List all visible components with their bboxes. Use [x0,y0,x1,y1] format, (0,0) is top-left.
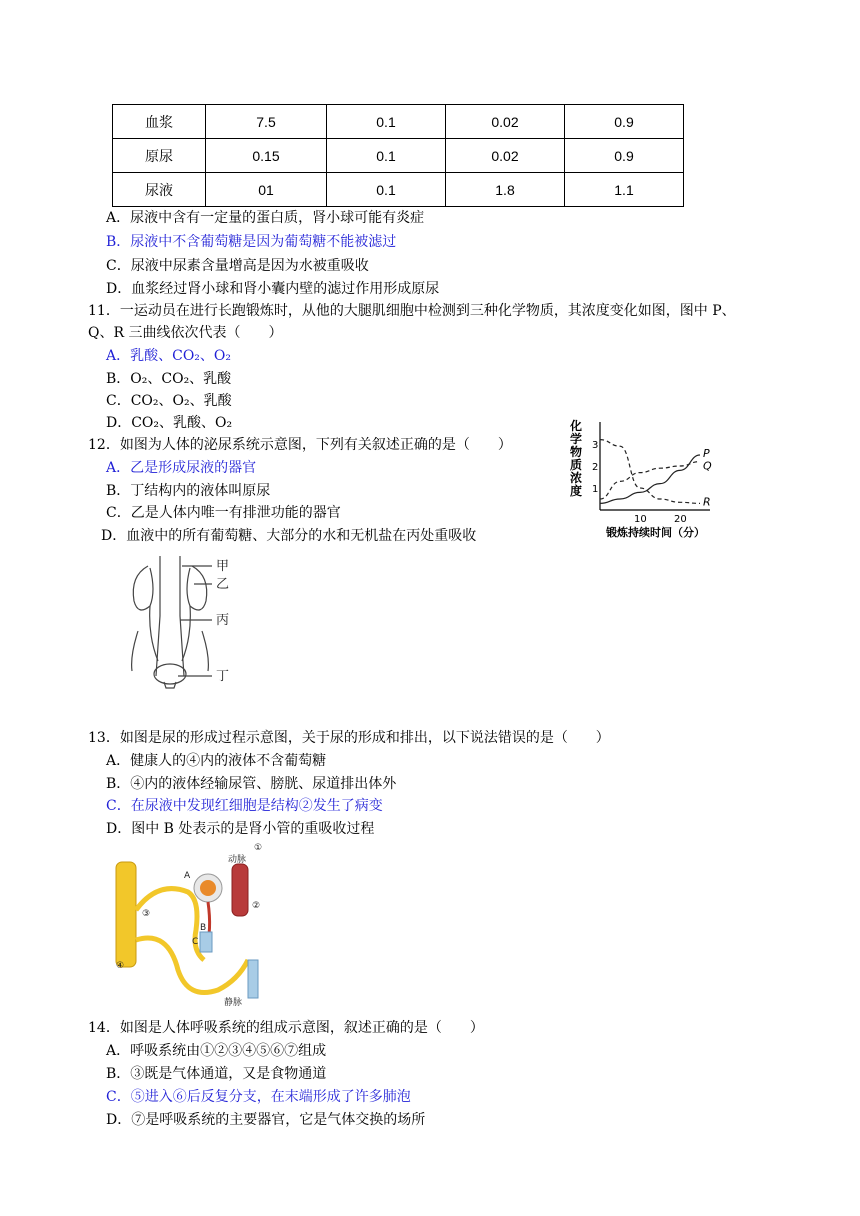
q12-option-d: D．血液中的所有葡萄糖、大部分的水和无机盐在丙处重吸收 [101,528,477,544]
table-cell: 0.1 [327,139,446,173]
q13-option-c: C．在尿液中发现红细胞是结构②发生了病变 [106,798,383,814]
table-cell: 0.9 [565,105,684,139]
q12-stem: 12．如图为人体的泌尿系统示意图，下列有关叙述正确的是（ ） [88,437,512,453]
table-cell: 01 [206,173,327,207]
q14-option-c: C．⑤进入⑥后反复分支，在末端形成了许多肺泡 [106,1089,411,1105]
left-kidney [133,566,153,610]
series-label-r: R [703,495,711,509]
renal-artery [248,960,258,998]
label-artery: 动脉 [228,855,247,865]
table-cell: 0.02 [446,105,565,139]
q11-option-a: A．乳酸、CO₂、O₂ [106,348,232,364]
label-jia: 甲 [216,559,230,574]
y-tick-label: 1 [592,484,599,495]
glomerulus [200,880,216,896]
collecting-duct [116,862,136,967]
q12-option-c: C．乙是人体内唯一有排泄功能的器官 [106,505,341,521]
label-a: A [184,871,191,881]
nephron-figure [108,840,278,1012]
label-b: B [200,923,207,933]
q12-option-b: B．丁结构内的液体叫原尿 [106,483,271,499]
bladder [154,664,186,684]
y-axis-label [569,418,582,498]
label-ding: 丁 [216,669,230,684]
label-1: ① [254,843,263,853]
label-bing: 丙 [216,613,230,628]
table-cell: 原尿 [113,139,206,173]
q14-option-b: B．③既是气体通道，又是食物通道 [106,1066,327,1082]
q11-stem-line1: 11．一运动员在进行长跑锻炼时，从他的大腿肌细胞中检测到三种化学物质，其浓度变化如图，图中 P、 [88,303,736,319]
q10-option-d: D．血浆经过肾小球和肾小囊内壁的滤过作用形成原尿 [106,281,440,297]
table-cell: 0.9 [565,139,684,173]
q12-option-a: A．乙是形成尿液的器官 [106,460,257,476]
table-cell: 0.15 [206,139,327,173]
q11-option-d: D．CO₂、乳酸、O₂ [106,415,233,431]
label-2: ② [252,901,261,911]
table-cell: 0.1 [327,105,446,139]
right-kidney [187,566,207,610]
x-axis-label: 锻炼持续时间（分） [606,526,705,539]
composition-table [112,104,684,207]
table-cell: 血浆 [113,105,206,139]
q10-option-c: C．尿液中尿素含量增高是因为水被重吸收 [106,258,369,274]
tubule-segment [200,932,212,952]
series-line-p [600,455,700,503]
series-line-r [600,440,700,504]
q13-option-b: B．④内的液体经输尿管、膀胱、尿道排出体外 [106,776,397,792]
series-line-q [600,462,700,499]
label-3: ③ [142,909,151,919]
label-4: ④ [116,961,125,971]
q14-stem: 14．如图是人体呼吸系统的组成示意图，叙述正确的是（ ） [88,1020,484,1036]
urethra [164,682,176,688]
concentration-chart [560,410,720,545]
q14-option-a: A．呼吸系统由①②③④⑤⑥⑦组成 [106,1043,327,1059]
q13-option-a: A．健康人的④内的液体不含葡萄糖 [106,753,327,769]
body-outline [132,631,209,671]
renal-vein [232,864,248,916]
q13-stem: 13．如图是尿的形成过程示意图，关于尿的形成和排出，以下说法错误的是（ ） [88,730,610,746]
table-cell: 0.1 [327,173,446,207]
ureters [150,606,191,661]
x-tick-label: 20 [674,514,687,525]
q10-option-a: A．尿液中含有一定量的蛋白质，肾小球可能有炎症 [106,210,425,226]
table-cell: 1.8 [446,173,565,207]
label-yi: 乙 [216,577,230,592]
series-label-p: P [703,447,710,460]
table-cell: 1.1 [565,173,684,207]
table-cell: 7.5 [206,105,327,139]
y-tick-label: 2 [592,462,599,473]
table-cell: 尿液 [113,173,206,207]
label-vein: 静脉 [224,998,243,1008]
q10-option-b: B．尿液中不含葡萄糖是因为葡萄糖不能被滤过 [106,234,397,250]
blood-vessels [156,556,184,676]
y-tick-label: 3 [592,440,599,451]
q11-option-c: C．CO₂、O₂、乳酸 [106,393,232,409]
q14-option-d: D．⑦是呼吸系统的主要器官，它是气体交换的场所 [106,1112,426,1128]
series-label-q: Q [703,459,712,473]
q13-option-d: D．图中 B 处表示的是肾小管的重吸收过程 [106,821,375,837]
table-cell: 0.02 [446,139,565,173]
q11-stem-line2: Q、R 三曲线依次代表（ ） [88,325,283,341]
x-tick-label: 10 [634,514,647,525]
y-axis-label-text: 化学物质浓度 [570,419,583,498]
q11-option-b: B．O₂、CO₂、乳酸 [106,371,232,387]
table-row [113,173,684,207]
table-row [113,105,684,139]
urinary-system-figure [120,556,240,691]
label-c: C [192,937,199,947]
table-row [113,139,684,173]
